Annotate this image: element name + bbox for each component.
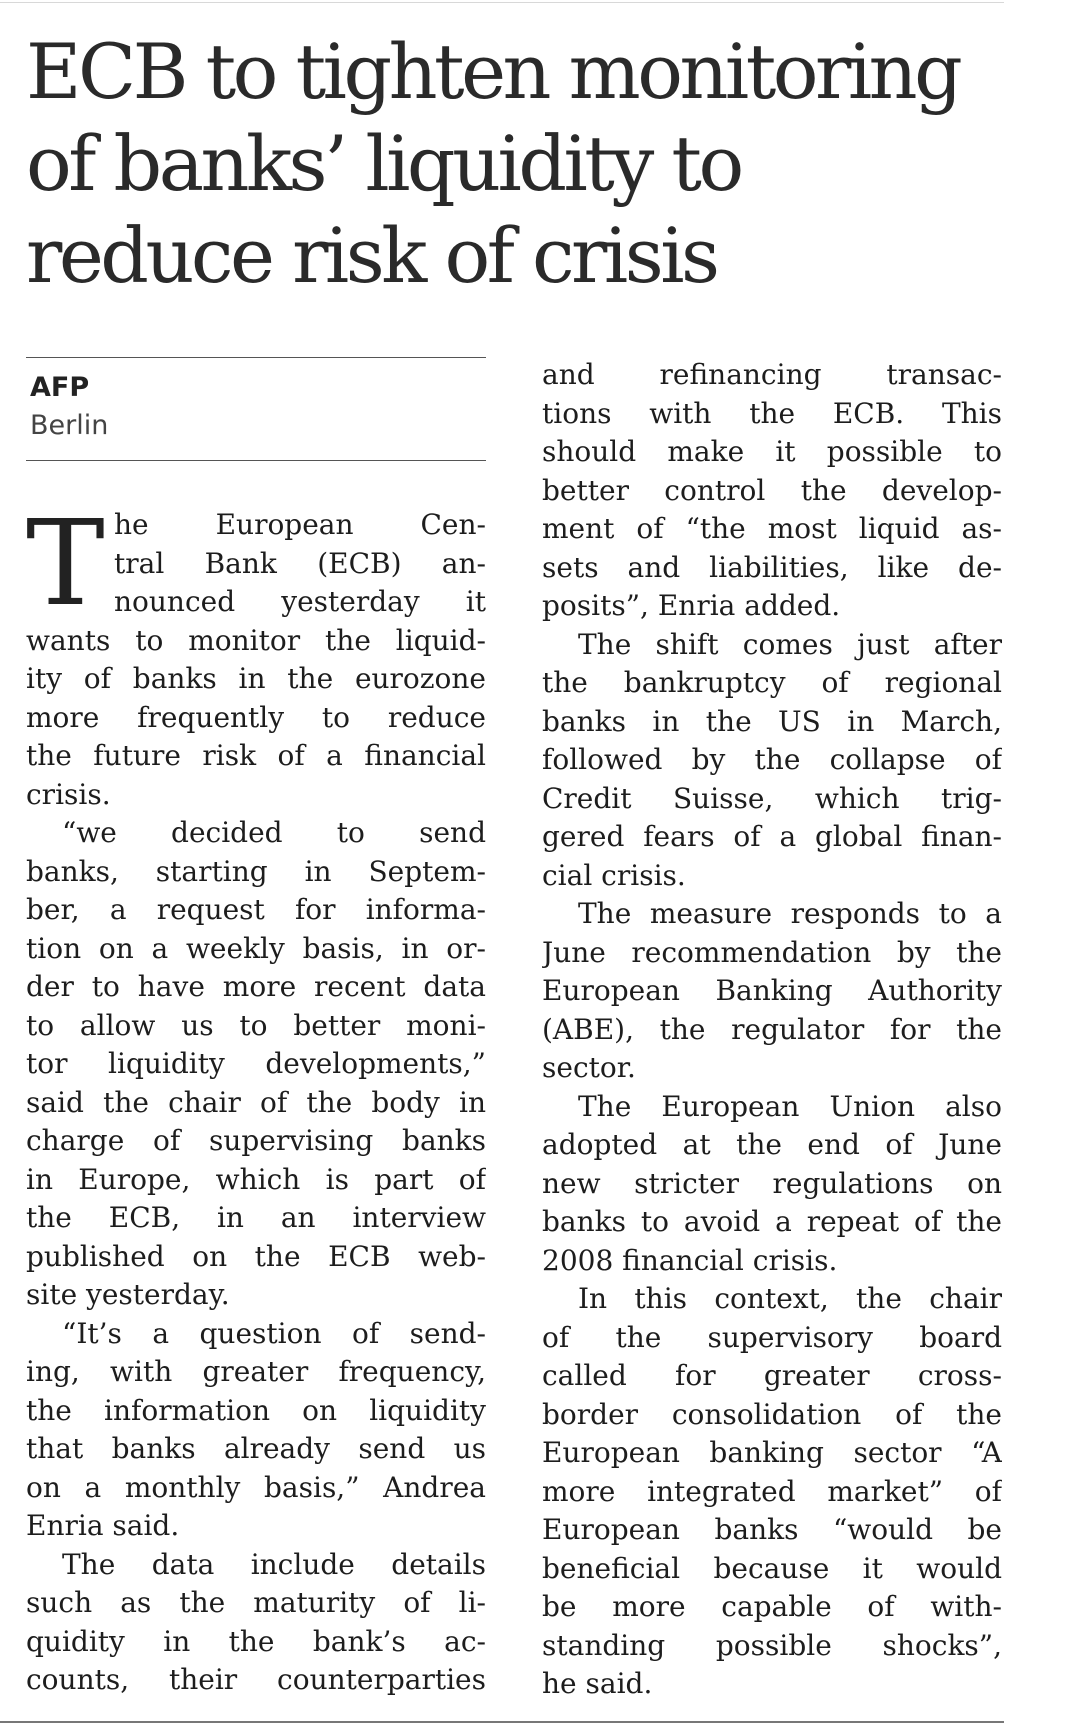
article-line: banks, starting in Septem- <box>26 854 486 888</box>
article-line: better control the develop- <box>542 473 1002 507</box>
article-column-right <box>542 356 1002 1704</box>
article-line: “It’s a question of send- <box>62 1316 486 1350</box>
article-line: European Banking Authority <box>542 974 1002 1007</box>
article-line: he said. <box>542 1667 653 1700</box>
article-line: followed by the collapse of <box>542 743 1002 776</box>
article-line: standing possible shocks”, <box>542 1628 1002 1662</box>
article-line: beneficial because it would <box>542 1551 1002 1585</box>
byline <box>26 357 486 461</box>
article-line: the information on liquidity <box>26 1393 486 1427</box>
article-line: new stricter regulations on <box>542 1166 1002 1200</box>
article-line: the ECB, in an interview <box>26 1201 486 1234</box>
article-line: In this context, the chair <box>578 1282 1002 1315</box>
article-line: called for greater cross- <box>542 1359 1002 1392</box>
article-line: sector. <box>542 1051 636 1084</box>
drop-cap: T <box>26 494 105 632</box>
article-line: said the chair of the body in <box>26 1085 486 1119</box>
article-line: tral Bank (ECB) an- <box>114 546 486 580</box>
article-line: quidity in the bank’s ac- <box>26 1624 486 1658</box>
article-line: to allow us to better moni- <box>26 1008 486 1042</box>
article-line: ity of banks in the eurozone <box>26 662 486 695</box>
headline-line: of banks’ liquidity to <box>26 119 741 208</box>
article-line: site yesterday. <box>26 1278 230 1311</box>
article-line: gered fears of a global finan- <box>542 820 1002 853</box>
bottom-rule <box>0 1721 1004 1723</box>
article-line: banks in the US in March, <box>542 704 1002 738</box>
article-line: (ABE), the regulator for the <box>542 1012 1002 1046</box>
article-line: and refinancing transac- <box>542 358 1002 391</box>
article-line: The European Union also <box>578 1089 1002 1123</box>
article-column-left <box>26 494 486 1700</box>
article-line: published on the ECB web- <box>26 1239 486 1273</box>
article-line: tor liquidity developments,” <box>26 1047 486 1080</box>
article-line: sets and liabilities, like de- <box>542 550 1002 584</box>
article-line: the bankruptcy of regional <box>542 666 1002 699</box>
article-line: tions with the ECB. This <box>542 396 1002 430</box>
article-line: ment of “the most liquid as- <box>542 512 1002 545</box>
article-line: that banks already send us <box>26 1432 486 1465</box>
article-line: the future risk of a financial <box>26 739 486 772</box>
article-line: on a monthly basis,” Andrea <box>26 1470 486 1504</box>
article-line: The data include details <box>62 1547 486 1581</box>
article-line: border consolidation of the <box>542 1397 1002 1431</box>
headline <box>26 26 986 302</box>
article-line: such as the maturity of li- <box>26 1586 486 1619</box>
article-line: ing, with greater frequency, <box>26 1355 486 1388</box>
article-line: posits”, Enria added. <box>542 589 841 622</box>
article-line: 2008 financial crisis. <box>542 1243 838 1277</box>
news-agency: AFP <box>30 372 90 403</box>
article-line: more frequently to reduce <box>26 700 486 734</box>
article-line: wants to monitor the liquid- <box>26 623 486 657</box>
article-line: European banking sector “A <box>542 1436 1002 1469</box>
article-line: Credit Suisse, which trig- <box>542 781 1002 815</box>
article-line: Enria said. <box>26 1509 180 1542</box>
article-line: more integrated market” of <box>542 1474 1002 1508</box>
article-line: counts, their counterparties <box>26 1663 486 1696</box>
headline-line: reduce risk of crisis <box>26 211 717 300</box>
article-line: June recommendation by the <box>542 935 1002 969</box>
article-line: should make it possible to <box>542 435 1002 468</box>
article-line: cial crisis. <box>542 858 686 892</box>
article-line: der to have more recent data <box>26 970 486 1003</box>
article-line: crisis. <box>26 777 111 811</box>
article-line: adopted at the end of June <box>542 1128 1002 1161</box>
article-line: he European Cen- <box>114 508 486 541</box>
article-line: nounced yesterday it <box>114 585 486 618</box>
top-rule <box>0 2 1004 3</box>
article-line: The shift comes just after <box>578 627 1002 661</box>
article-line: be more capable of with- <box>542 1590 1002 1623</box>
headline-line: ECB to tighten monitoring <box>26 27 960 116</box>
article-line: tion on a weekly basis, in or- <box>26 931 486 965</box>
article-line: charge of supervising banks <box>26 1124 486 1157</box>
article-line: ber, a request for informa- <box>26 893 486 926</box>
article-line: The measure responds to a <box>578 897 1002 930</box>
article-line: “we decided to send <box>62 816 486 849</box>
article-line: banks to avoid a repeat of the <box>542 1205 1002 1238</box>
dateline: Berlin <box>30 410 109 441</box>
article-line: of the supervisory board <box>542 1320 1002 1354</box>
article-line: in Europe, which is part of <box>26 1162 486 1196</box>
article-line: European banks “would be <box>542 1513 1002 1546</box>
